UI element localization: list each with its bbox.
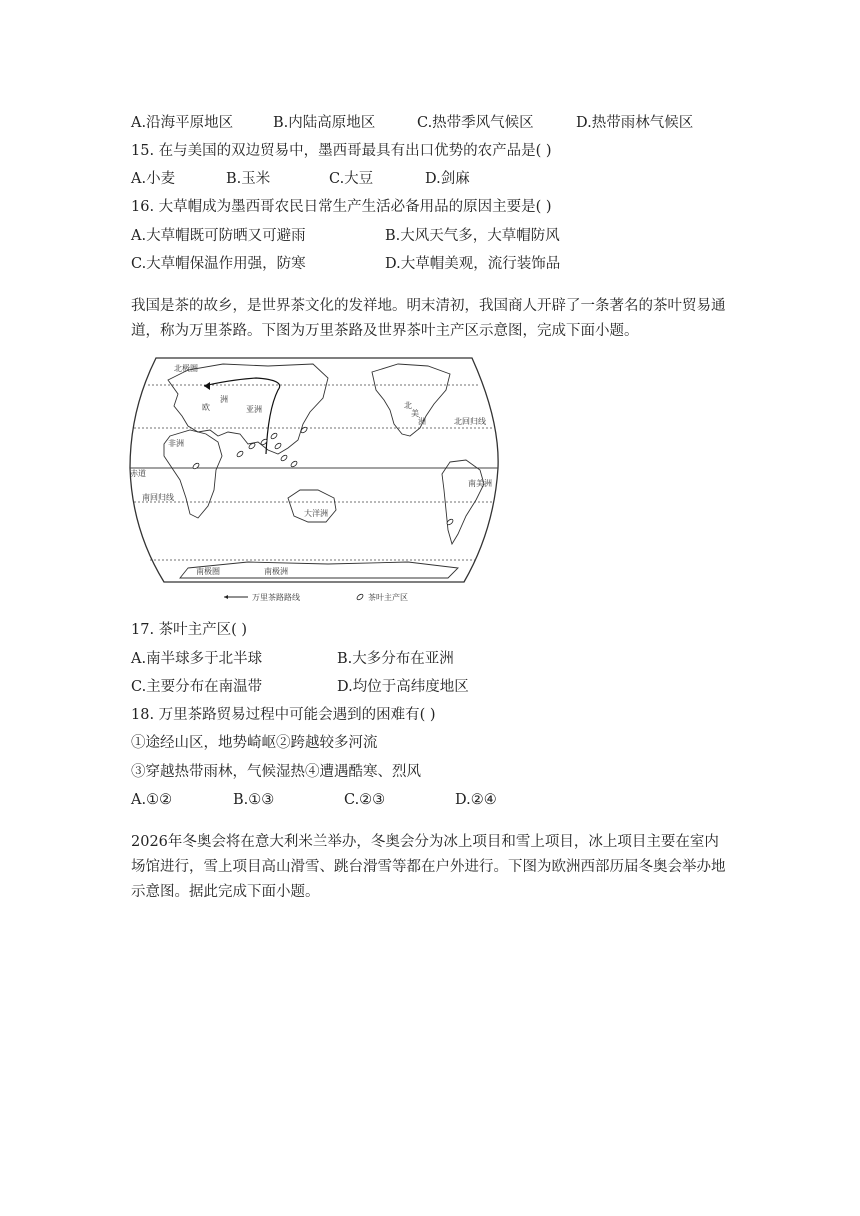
q16-option-b: B.大风天气多，大草帽防风 (385, 228, 560, 244)
q18-option-b: B.①③ (233, 792, 275, 808)
label-north-america-a: 北 (404, 401, 412, 410)
q15-stem: 15. 在与美国的双边贸易中，墨西哥最具有出口优势的农产品是( ) (131, 143, 552, 159)
passage-tea-road: 我国是茶的故乡，是世界茶文化的发祥地。明末清初，我国商人开辟了一条著名的茶叶贸易通道，称为万里茶路。下图为万里茶路及世界茶叶主产区示意图，完成下面小题。 (131, 298, 726, 339)
map-outline (130, 358, 498, 582)
q14-option-a: A.沿海平原地区 (131, 115, 234, 131)
q18-option-c: C.②③ (344, 792, 386, 808)
q14-option-d: D.热带雨林气候区 (576, 115, 694, 131)
label-africa: 非洲 (168, 439, 184, 448)
label-tropic-capricorn: 南回归线 (142, 493, 174, 502)
q16-option-a: A.大草帽既可防晒又可避雨 (131, 228, 306, 244)
q14-option-c: C.热带季风气候区 (417, 115, 534, 131)
q16-option-d: D.大草帽美观，流行装饰品 (385, 256, 561, 272)
label-tropic-cancer: 北回归线 (454, 417, 486, 426)
q17-option-a: A.南半球多于北半球 (131, 651, 263, 667)
passage-winter-olympics: 2026年冬奥会将在意大利米兰举办，冬奥会分为冰上项目和雪上项目，冰上项目主要在室内场馆进行，雪上项目高山滑雪、跳台滑雪等都在户外进行。下图为欧洲西部历届冬奥会举办地示意图。据此完成下面小题。 (131, 834, 726, 900)
label-europe-a: 欧 (202, 403, 210, 412)
tea-road-world-map (128, 350, 500, 605)
q18-option-d: D.②④ (455, 792, 497, 808)
q15-option-a: A.小麦 (131, 171, 176, 187)
label-antarctic-circle: 南极圈 (196, 567, 220, 576)
q15-option-b: B.玉米 (226, 171, 271, 187)
q16-option-c: C.大草帽保温作用强，防寒 (131, 256, 306, 272)
q16-stem: 16. 大草帽成为墨西哥农民日常生产生活必备用品的原因主要是( ) (131, 199, 552, 215)
q15-option-c: C.大豆 (329, 171, 374, 187)
label-antarctica: 南极洲 (264, 567, 288, 576)
label-asia: 亚洲 (246, 405, 262, 414)
q18-statement-1: ①途经山区，地势崎岖②跨越较多河流 (131, 735, 378, 751)
q17-option-b: B.大多分布在亚洲 (337, 651, 454, 667)
label-north-america-c: 洲 (418, 417, 426, 426)
label-south-america: 南美洲 (468, 479, 492, 488)
q18-statement-2: ③穿越热带雨林，气候湿热④遭遇酷寒、烈风 (131, 764, 421, 780)
q17-stem: 17. 茶叶主产区( ) (131, 622, 248, 638)
legend-route-label: 万里茶路路线 (252, 593, 300, 602)
label-north-america-b: 美 (411, 409, 419, 418)
q15-option-d: D.剑麻 (425, 171, 470, 187)
label-oceania: 大洋洲 (304, 509, 328, 518)
q18-stem: 18. 万里茶路贸易过程中可能会遇到的困难有( ) (131, 707, 436, 723)
q17-option-d: D.均位于高纬度地区 (337, 679, 469, 695)
label-europe-b: 洲 (220, 395, 228, 404)
label-equator: 赤道 (130, 469, 146, 478)
label-arctic-circle: 北极圈 (174, 364, 198, 373)
legend-tea-area-label: 茶叶主产区 (368, 593, 408, 602)
q18-option-a: A.①② (131, 792, 173, 808)
q17-option-c: C.主要分布在南温带 (131, 679, 263, 695)
q14-option-b: B.内陆高原地区 (273, 115, 376, 131)
legend-tea-area-symbol (356, 593, 364, 601)
